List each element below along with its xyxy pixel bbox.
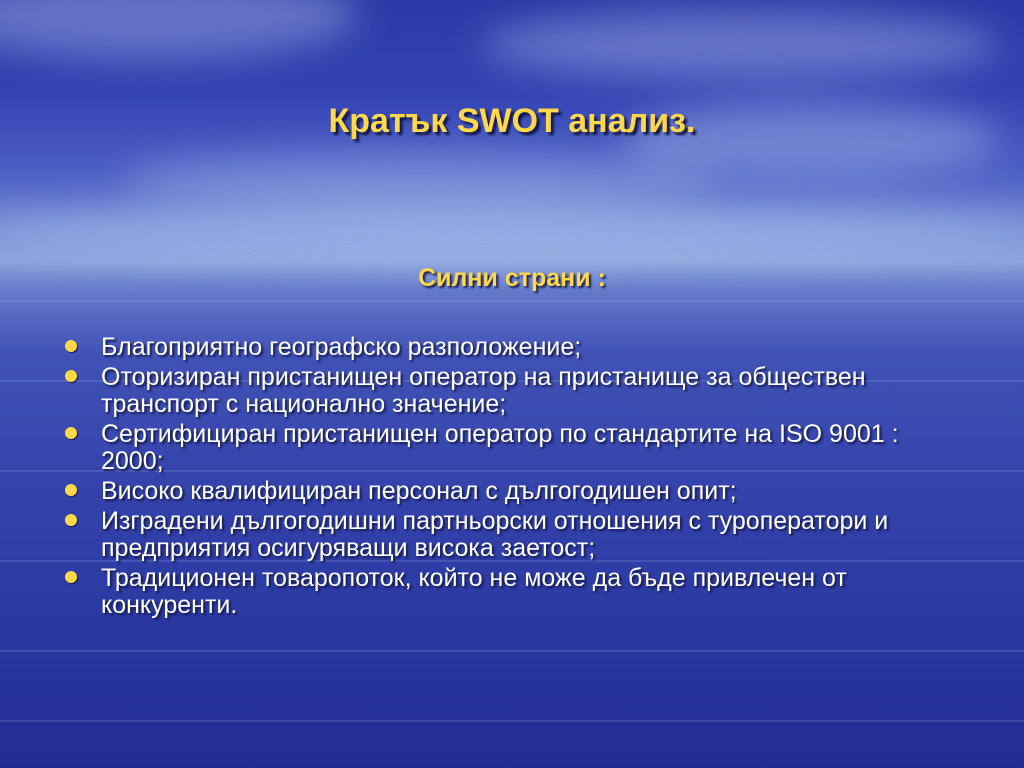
- bullet-icon: [65, 370, 77, 382]
- bullet-icon: [65, 427, 77, 439]
- bullet-item: [64, 421, 964, 475]
- cloud-decoration: [0, 205, 1024, 255]
- water-ripple: [0, 650, 1024, 652]
- bullet-icon: [65, 340, 77, 352]
- bullet-list: [64, 334, 964, 622]
- bullet-item: [64, 334, 964, 361]
- water-ripple: [0, 300, 1024, 302]
- cloud-decoration: [0, 0, 360, 60]
- bullet-text: Оторизиран пристанищен оператор на пристанище за обществен транспорт с национално значение;: [101, 363, 866, 418]
- bullet-text: Високо квалифициран персонал с дългогодишен опит;: [101, 477, 737, 505]
- bullet-item: [64, 508, 964, 562]
- bullet-item: [64, 364, 964, 418]
- slide-title: Кратък SWOT анализ.: [328, 102, 696, 140]
- bullet-icon: [65, 514, 77, 526]
- bullet-icon: [65, 484, 77, 496]
- section-heading: Силни страни :: [418, 264, 606, 292]
- bullet-text: Благоприятно географско разположение;: [101, 333, 582, 361]
- bullet-item: [64, 565, 964, 619]
- bullet-text: Традиционен товаропоток, който не може да бъде привлечен от конкуренти.: [101, 564, 847, 619]
- bullet-text: Сертифициран пристанищен оператор по стандартите на ISO 9001 : 2000;: [101, 420, 899, 475]
- cloud-decoration: [120, 150, 720, 210]
- bullet-text: Изградени дългогодишни партньорски отношения с туроператори и предприятия осигуряващи висока заетост;: [101, 507, 889, 562]
- bullet-item: [64, 478, 964, 505]
- water-ripple: [0, 720, 1024, 722]
- bullet-icon: [65, 571, 77, 583]
- cloud-decoration: [480, 10, 1000, 80]
